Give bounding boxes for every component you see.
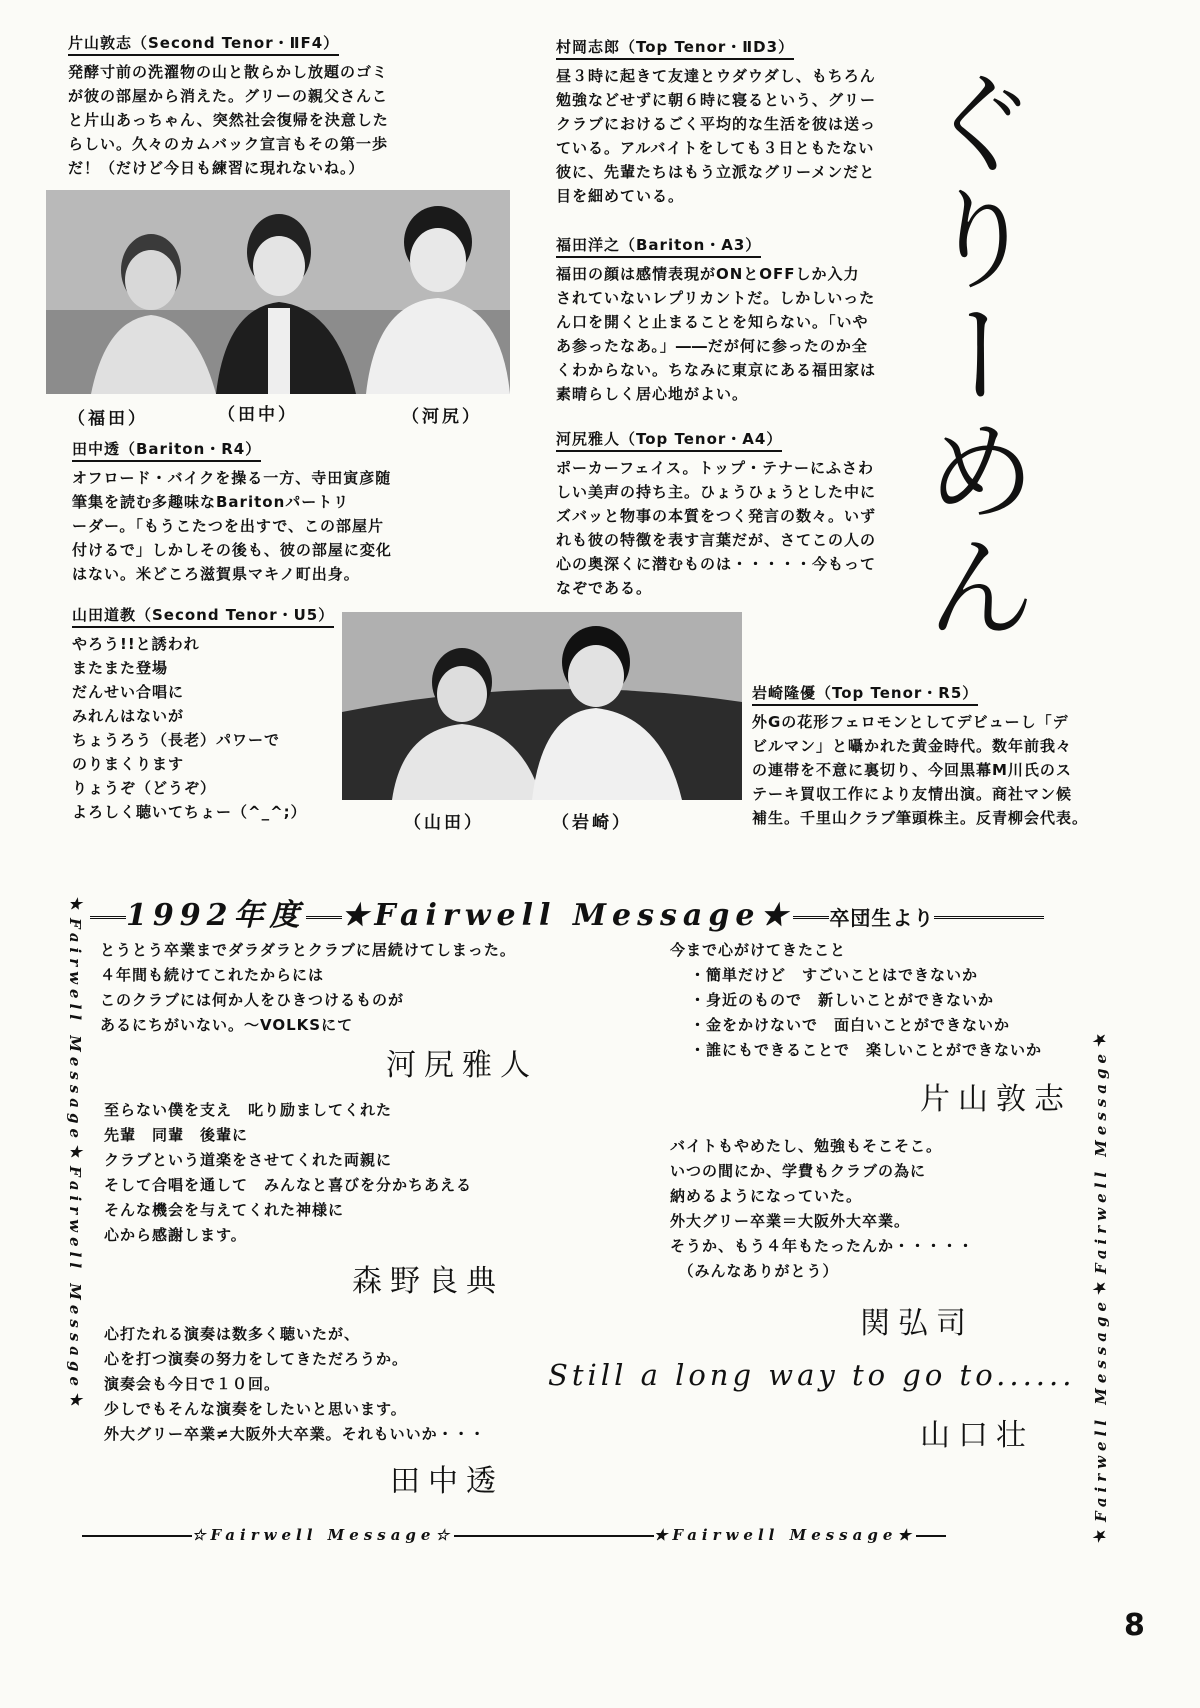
profile-muraoka xyxy=(556,36,876,208)
profile-body: 外Gの花形フェロモンとしてデビューし「デ ビルマン」と囁かれた黄金時代。数年前我々 の連帯を不意に裏切り、今回黒幕M川氏のス テーキ買収工作により友情出演。商社マン候 補生。千里山クラブ筆頭株主。反青柳会代表。 xyxy=(752,713,1089,827)
signature-katayama: 片山敦志 xyxy=(920,1082,1072,1117)
profile-katayama xyxy=(68,32,389,180)
photo-caption: （山田） xyxy=(404,813,484,833)
farewell-title-main: ★Fairwell Message★ xyxy=(341,898,794,933)
side-border-right: ★Fairwell Message★Fairwell Message★ xyxy=(1092,1025,1110,1545)
profile-head: 村岡志郎（Top Tenor・ⅡD3） xyxy=(556,36,794,60)
farewell-message-kawajiri: とうとう卒業までダラダラとクラブに居続けてしまった。 ４年間も続けてこれたからには このクラブには何か人をひきつけるものが あるにちがいない。～VOLKSにて xyxy=(100,941,516,1034)
profile-tanaka xyxy=(72,438,392,586)
photo-caption: （岩崎） xyxy=(552,813,632,833)
signature-tanaka: 田中透 xyxy=(390,1464,504,1499)
group-photo-2 xyxy=(342,612,742,800)
profile-fukuda xyxy=(556,234,876,406)
farewell-title xyxy=(90,890,1080,940)
signature-kawajiri: 河尻雅人 xyxy=(386,1048,538,1083)
farewell-title-from: 卒団生より xyxy=(829,906,935,930)
profile-head: 福田洋之（Bariton・A3） xyxy=(556,234,761,258)
profile-head: 片山敦志（Second Tenor・ⅡF4） xyxy=(68,32,339,56)
profile-head: 田中透（Bariton・R4） xyxy=(72,438,261,462)
profile-head: 河尻雅人（Top Tenor・A4） xyxy=(556,428,782,452)
profile-yamada xyxy=(72,604,334,824)
profile-iwasaki xyxy=(752,682,1088,830)
group-photo-1 xyxy=(46,190,510,394)
farewell-message-seki: バイトもやめたし、勉強もそこそこ。 いつの間にか、学費もクラブの為に 納めるようになっていた。 外大グリー卒業＝大阪外大卒業。 そうか、もう４年もたったんか・・・・・ （みんなありがとう） xyxy=(670,1137,975,1280)
page-number: 8 xyxy=(1124,1608,1145,1643)
profile-head: 山田道教（Second Tenor・U5） xyxy=(72,604,334,628)
bottom-border: ☆Fairwell Message☆ ★Fairwell Message★ xyxy=(82,1526,1092,1548)
profile-body: ポーカーフェイス。トップ・テナーにふさわ しい美声の持ち主。ひょうひょうとした中に ズバッと物事の本質をつく発言の数々。いず れも彼の特徴を表す言葉だが、さてこの人の 心の奥深くに潜むものは・・・・・今もって なぞである。 xyxy=(556,459,877,597)
side-border-left: ★Fairwell Message★Fairwell Message★ xyxy=(66,895,84,1415)
photo-caption: （田中） xyxy=(218,405,298,425)
profile-kawajiri xyxy=(556,428,876,600)
photo-caption: （河尻） xyxy=(402,407,482,427)
farewell-title-year: 1992年度 xyxy=(126,898,306,933)
profile-body: 発酵寸前の洗濯物の山と散らかし放題のゴミ が彼の部屋から消えた。グリーの親父さんこ と片山あっちゃん、突然社会復帰を決意した らしい。久々のカムバック宣言もその第一歩 だ！（だけど今日も練習に現れないね。） xyxy=(68,63,389,177)
photo-caption: （福田） xyxy=(68,409,148,429)
profile-body: 昼３時に起きて友達とウダウダし、もちろん 勉強などせずに朝６時に寝るという、グリー クラブにおけるごく平均的な生活を彼は送っ ている。アルバイトをしても３日ともたない 彼に、先輩たちはもう立派なグリーメンだと 目を細めている。 xyxy=(556,67,877,205)
signature-yamaguchi: 山口壮 xyxy=(920,1418,1034,1453)
profile-body: やろう!!と誘われ またまた登場 だんせい合唱に みれんはないが ちょうろう（長老）パワーで のりまくります りょうぞ（どうぞ） よろしく聴いてちょー（^_^;） xyxy=(72,635,307,821)
farewell-message-tanaka: 心打たれる演奏は数多く聴いたが、 心を打つ演奏の努力をしてきただろうか。 演奏会も今日で１０回。 少しでもそんな演奏をしたいと思います。 外大グリー卒業≠大阪外大卒業。それもいいか・・・ xyxy=(104,1325,486,1443)
profile-body: 福田の顔は感情表現がONとOFFしか入力 されていないレプリカントだ。しかしいった ん口を開くと止まることを知らない。「いや あ参ったなあ。」――だが何に参ったのか全 くわからない。ちなみに東京にある福田家は 素晴らしく居心地がよい。 xyxy=(556,265,877,403)
farewell-message-yamaguchi: Still a long way to go to...... xyxy=(548,1358,1076,1392)
farewell-message-katayama: 今まで心がけてきたこと ・簡単だけど すごいことはできないか ・身近のもので 新しいことができないか ・金をかけないで 面白いことができないか ・誰にもできることで 楽しいことができないか xyxy=(670,941,1043,1059)
vertical-title: ぐりーめん xyxy=(907,65,1037,645)
farewell-message-morino: 至らない僕を支え 叱り励ましてくれた 先輩 同輩 後輩に クラブという道楽をさせてくれた両親に そして合唱を通して みんなと喜びを分かちあえる そんな機会を与えてくれた神様に 心から感謝します。 xyxy=(104,1101,473,1244)
signature-morino: 森野良典 xyxy=(352,1264,504,1299)
profile-body: オフロード・バイクを操る一方、寺田寅彦随 筆集を読む多趣味なBaritonパートリ ーダー。「もうこたつを出すで、この部屋片 付けるで」しかしその後も、彼の部屋に変化 はない。米どころ滋賀県マキノ町出身。 xyxy=(72,469,392,583)
profile-head: 岩崎隆優（Top Tenor・R5） xyxy=(752,682,978,706)
signature-seki: 関弘司 xyxy=(860,1306,974,1341)
